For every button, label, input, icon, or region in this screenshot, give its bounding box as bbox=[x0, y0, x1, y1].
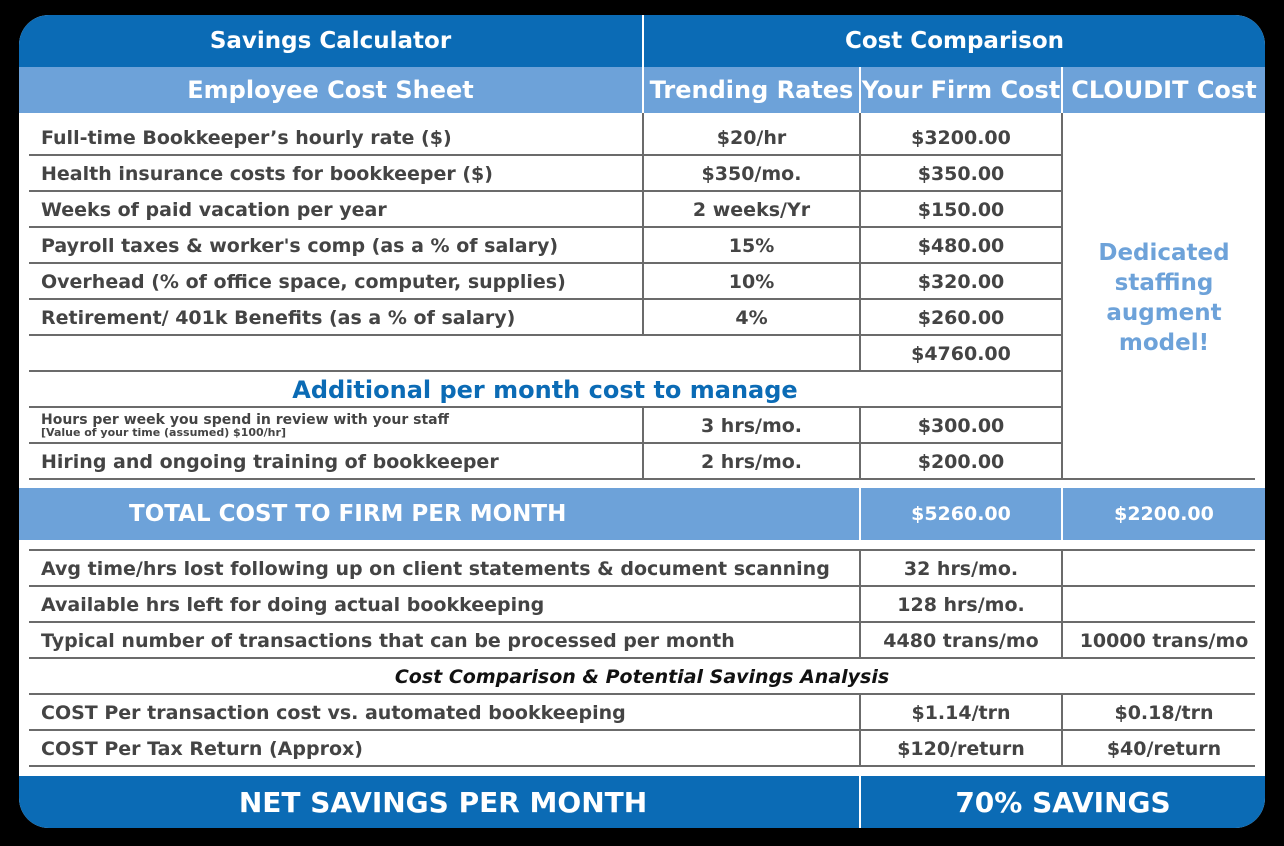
manage-row-note: [Value of your time (assumed) $100/hr] bbox=[41, 426, 286, 439]
employee-row-rate: 4% bbox=[735, 307, 768, 329]
col-divider bbox=[859, 695, 861, 765]
col-employee-cost-sheet: Employee Cost Sheet bbox=[187, 76, 474, 104]
employee-row-rate: $20/hr bbox=[716, 127, 787, 149]
employee-row-firm-cost: $320.00 bbox=[917, 271, 1005, 293]
row-divider bbox=[29, 765, 1255, 767]
row-divider bbox=[29, 693, 1255, 695]
col-cloudit-cost: CLOUDIT Cost bbox=[1071, 76, 1257, 104]
employee-row-firm-cost: $480.00 bbox=[917, 235, 1005, 257]
productivity-row-label: Avg time/hrs lost following up on client statements & document scanning bbox=[41, 558, 830, 580]
productivity-row-label: Typical number of transactions that can be processed per month bbox=[41, 630, 735, 652]
header-divider bbox=[859, 67, 861, 113]
col-divider bbox=[859, 408, 861, 478]
row-divider bbox=[29, 621, 1255, 623]
header-divider bbox=[1061, 67, 1063, 113]
cost-row-label: COST Per Tax Return (Approx) bbox=[41, 738, 363, 760]
employee-row-rate: 15% bbox=[728, 235, 775, 257]
manage-row-label-block bbox=[41, 408, 641, 444]
employee-row-label: Overhead (% of office space, computer, supplies) bbox=[41, 271, 566, 293]
row-divider bbox=[29, 478, 1255, 480]
employee-row-label: Retirement/ 401k Benefits (as a % of salary) bbox=[41, 307, 516, 329]
productivity-row-cloudit bbox=[1063, 587, 1265, 623]
total-cloudit-cost: $2200.00 bbox=[1114, 503, 1214, 525]
manage-row-rate: 3 hrs/mo. bbox=[700, 415, 803, 437]
manage-row-firm-cost: $200.00 bbox=[917, 451, 1005, 473]
col-your-firm-cost: Your Firm Cost bbox=[861, 76, 1061, 104]
total-divider bbox=[859, 488, 861, 540]
net-savings-label: NET SAVINGS PER MONTH bbox=[238, 785, 648, 819]
employee-row-rate: $350/mo. bbox=[701, 163, 802, 185]
cost-row-firm: $120/return bbox=[897, 738, 1025, 760]
row-divider bbox=[29, 190, 1061, 192]
analysis-title: Cost Comparison & Potential Savings Analysis bbox=[394, 666, 890, 688]
employee-row-label: Weeks of paid vacation per year bbox=[41, 199, 387, 221]
row-divider bbox=[29, 370, 1061, 372]
row-divider bbox=[29, 298, 1061, 300]
employee-row-firm-cost: $260.00 bbox=[917, 307, 1005, 329]
savings-calculator-title: Savings Calculator bbox=[209, 28, 452, 54]
total-divider bbox=[1061, 488, 1063, 540]
cost-comparison-title: Cost Comparison bbox=[844, 28, 1065, 54]
subtotal-firm-cost: $4760.00 bbox=[911, 343, 1011, 365]
manage-row-label: Hours per week you spend in review with your staff bbox=[41, 412, 449, 428]
employee-row-firm-cost: $3200.00 bbox=[911, 127, 1011, 149]
employee-row-firm-cost: $150.00 bbox=[917, 199, 1005, 221]
manage-row-label: Hiring and ongoing training of bookkeeper bbox=[41, 451, 499, 473]
manage-section-title: Additional per month cost to manage bbox=[292, 376, 798, 404]
cloudit-note: Dedicated staffing augment model! bbox=[1098, 240, 1230, 356]
employee-row-label: Payroll taxes & worker's comp (as a % of salary) bbox=[41, 235, 559, 257]
employee-row-label: Full-time Bookkeeper’s hourly rate ($) bbox=[41, 127, 452, 149]
row-divider bbox=[29, 585, 1255, 587]
col-divider bbox=[859, 551, 861, 657]
col-divider bbox=[859, 113, 861, 372]
savings-calculator-card bbox=[19, 15, 1265, 828]
productivity-row-cloudit: 10000 trans/mo bbox=[1079, 630, 1249, 652]
col-divider bbox=[642, 408, 644, 478]
row-divider bbox=[29, 657, 1255, 659]
col-divider bbox=[1061, 551, 1063, 657]
cost-row-cloudit: $0.18/trn bbox=[1114, 702, 1214, 724]
row-divider bbox=[29, 406, 1061, 408]
row-divider bbox=[29, 226, 1061, 228]
employee-row-rate: 2 weeks/Yr bbox=[692, 199, 811, 221]
header-divider bbox=[642, 15, 644, 113]
employee-row-rate: 10% bbox=[728, 271, 775, 293]
employee-row-firm-cost: $350.00 bbox=[917, 163, 1005, 185]
cloudit-note-cell bbox=[1063, 120, 1265, 476]
net-savings-value: 70% SAVINGS bbox=[955, 785, 1171, 819]
row-divider bbox=[29, 262, 1061, 264]
total-label: TOTAL COST TO FIRM PER MONTH bbox=[129, 501, 567, 527]
row-divider bbox=[29, 549, 1255, 551]
cost-row-cloudit: $40/return bbox=[1106, 738, 1222, 760]
col-divider bbox=[1061, 113, 1063, 478]
manage-row-rate: 2 hrs/mo. bbox=[700, 451, 803, 473]
productivity-row-cloudit bbox=[1063, 551, 1265, 587]
footer-divider bbox=[859, 776, 861, 828]
productivity-row-firm: 128 hrs/mo. bbox=[897, 594, 1025, 616]
cost-row-firm: $1.14/trn bbox=[911, 702, 1011, 724]
productivity-row-label: Available hrs left for doing actual bookkeeping bbox=[41, 594, 545, 616]
col-trending-rates: Trending Rates bbox=[649, 76, 854, 104]
row-divider bbox=[29, 154, 1061, 156]
row-divider bbox=[29, 729, 1255, 731]
col-divider bbox=[1061, 695, 1063, 765]
cost-row-label: COST Per transaction cost vs. automated bookkeeping bbox=[41, 702, 626, 724]
employee-row-label: Health insurance costs for bookkeeper ($) bbox=[41, 163, 493, 185]
total-firm-cost: $5260.00 bbox=[911, 503, 1011, 525]
row-divider bbox=[29, 334, 1061, 336]
productivity-row-firm: 4480 trans/mo bbox=[883, 630, 1039, 652]
col-divider bbox=[642, 113, 644, 334]
productivity-row-firm: 32 hrs/mo. bbox=[903, 558, 1019, 580]
manage-row-firm-cost: $300.00 bbox=[917, 415, 1005, 437]
row-divider bbox=[29, 442, 1061, 444]
